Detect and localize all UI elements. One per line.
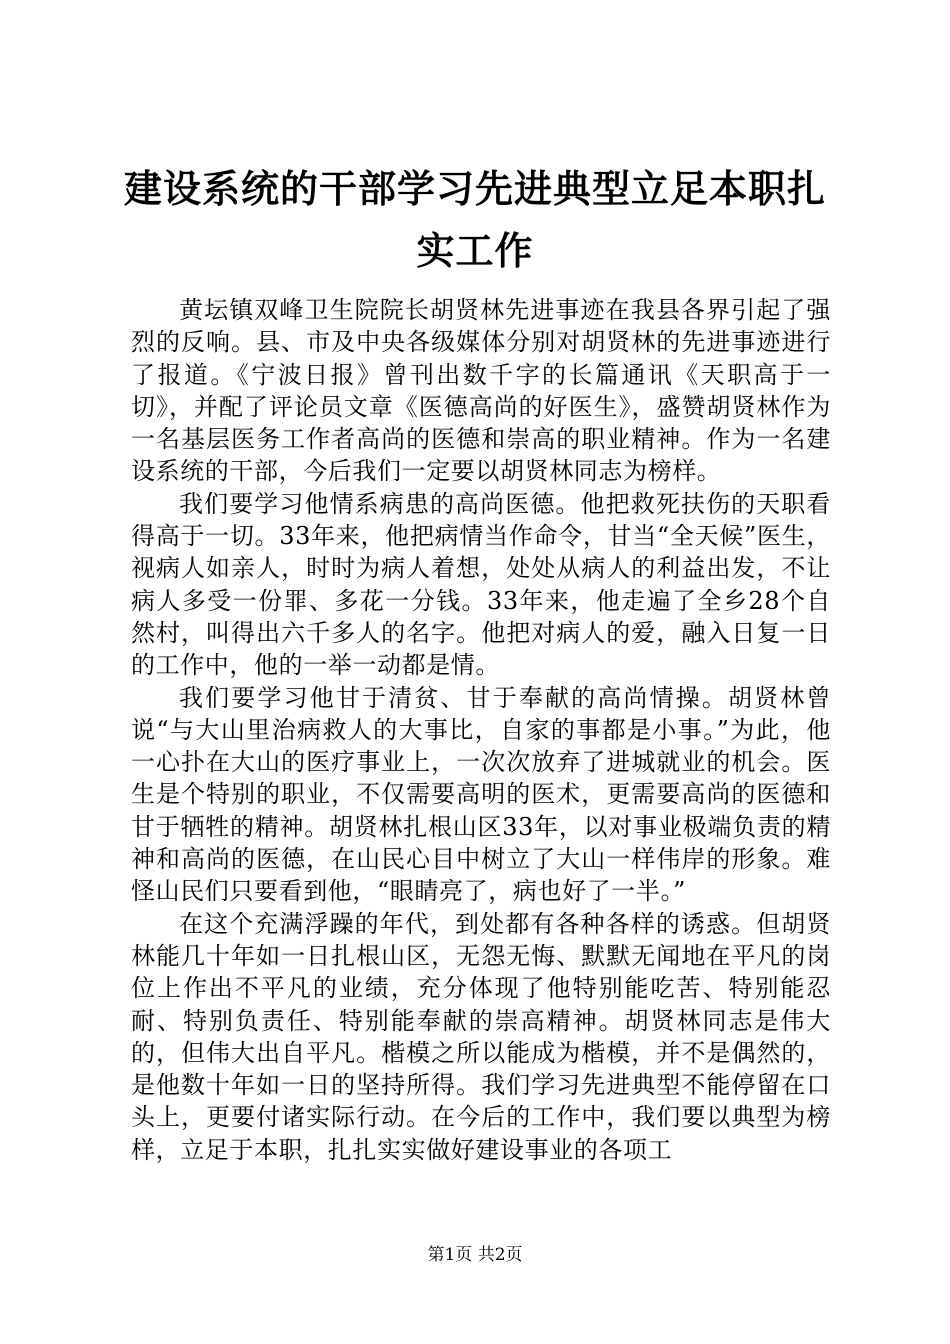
document-title: 建设系统的干部学习先进典型立足本职扎实工作 bbox=[123, 166, 826, 273]
body-paragraph: 在这个充满浮躁的年代，到处都有各种各样的诱惑。但胡贤林能几十年如一日扎根山区，无怨无悔、默默无闻地在平凡的岗位上作出不平凡的业绩，充分体现了他特别能吃苦、特别能忍耐、特别负责任、特别能奉献的崇高精神。胡贤林同志是伟大的，但伟大出自平凡。楷模之所以能成为楷模，并不是偶然的，是他数十年如一日的坚持所得。我们学习先进典型不能停留在口头上，更要付诸实际行动。在今后的工作中，我们要以典型为榜样，立足于本职，扎扎实实做好建设事业的各项工 bbox=[131, 909, 831, 1164]
body-paragraph: 黄坛镇双峰卫生院院长胡贤林先进事迹在我县各界引起了强烈的反响。县、市及中央各级媒体分别对胡贤林的先进事迹进行了报道。《宁波日报》曾刊出数千字的长篇通讯《天职高于一切》，并配了评论员文章《医德高尚的好医生》，盛赞胡贤林作为一名基层医务工作者高尚的医德和崇高的职业精神。作为一名建设系统的干部，今后我们一定要以胡贤林同志为榜样。 bbox=[131, 296, 831, 486]
page-number-footer: 第1页 共2页 bbox=[427, 1245, 523, 1265]
body-paragraph: 我们要学习他甘于清贫、甘于奉献的高尚情操。胡贤林曾说“与大山里治病救人的大事比，自家的事都是小事。”为此，他一心扑在大山的医疗事业上，一次次放弃了进城就业的机会。医生是个特别的职业，不仅需要高明的医术，更需要高尚的医德和甘于牺牲的精神。胡贤林扎根山区33年，以对事业极端负责的精神和高尚的医德，在山民心目中树立了大山一样伟岸的形象。难怪山民们只要看到他，“眼睛亮了，病也好了一半。” bbox=[131, 683, 831, 906]
document-body bbox=[131, 294, 831, 1166]
body-paragraph: 我们要学习他情系病患的高尚医德。他把救死扶伤的天职看得高于一切。33年来，他把病情当作命令，甘当“全天候”医生，视病人如亲人，时时为病人着想，处处从病人的利益出发，不让病人多受一份罪、多花一分钱。33年来，他走遍了全乡28个自然村，叫得出六千多人的名字。他把对病人的爱，融入日复一日的工作中，他的一举一动都是情。 bbox=[131, 489, 831, 680]
